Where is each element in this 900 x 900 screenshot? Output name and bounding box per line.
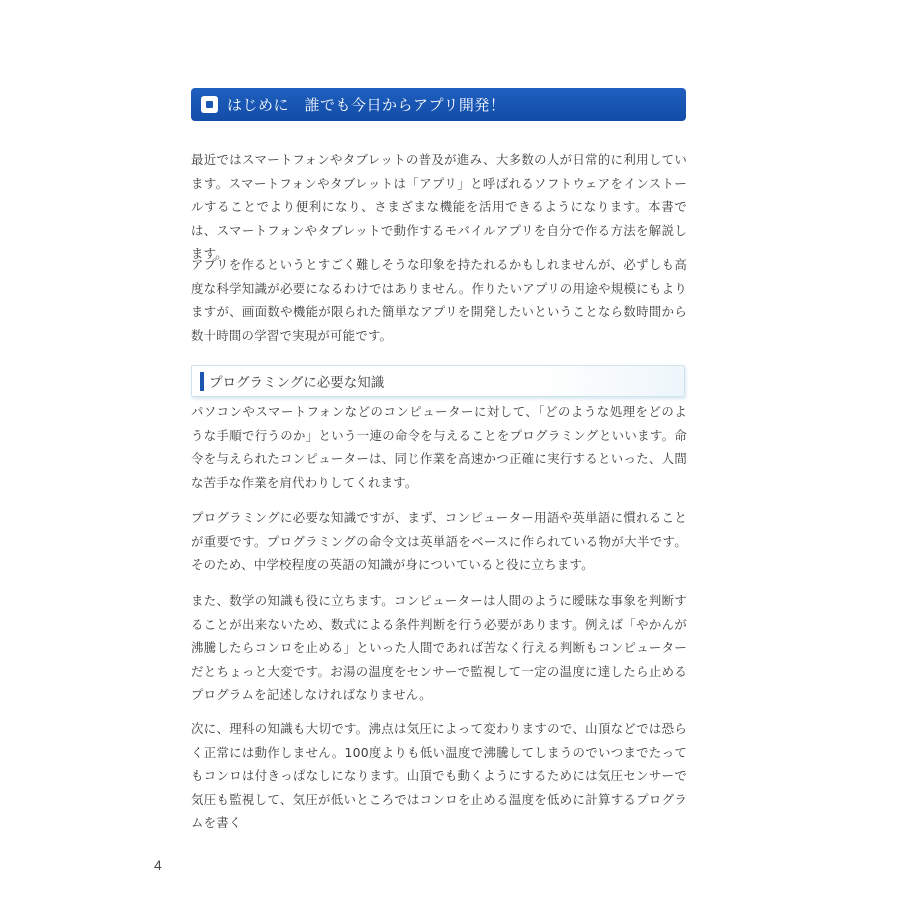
chapter-header [191, 88, 686, 121]
section-paragraph-1: パソコンやスマートフォンなどのコンピューターに対して、「どのような処理をどのような手順で行うのか」という一連の命令を与えることをプログラミングといいます。命令を与えられたコンピューターは、同じ作業を高速かつ正確に実行するといった、人間な苦手な作業を肩代わりしてくれます。 [191, 404, 687, 490]
section-title: プログラミングに必要な知識 [209, 375, 385, 391]
intro-paragraph-1: 最近ではスマートフォンやタブレットの普及が進み、大多数の人が日常的に利用しています。スマートフォンやタブレットは「アプリ」と呼ばれるソフトウェアをインストールすることでより便利になり、さまざまな機能を活用できるようになります。本書では、スマートフォンやタブレットで動作するモバイルアプリを自分で作る方法を解説します。 [191, 152, 687, 261]
section-heading [191, 365, 685, 397]
chapter-title: はじめに 誰でも今日からアプリ開発！ [227, 96, 506, 114]
section-paragraph-3: また、数学の知識も役に立ちます。コンピューターは人間のように曖昧な事象を判断することが出来ないため、数式による条件判断を行う必要があります。例えば「やかんが沸騰したらコンロを止める」といった人間であれば苦なく行える判断もコンピューターだとちょっと大変です。お湯の温度をセンサーで監視して一定の温度に達したら止めるプログラムを記述しなければなりません。 [191, 593, 687, 702]
intro-paragraph-2: アプリを作るというとすごく難しそうな印象を持たれるかもしれませんが、必ずしも高度な科学知識が必要になるわけではありません。作りたいアプリの用途や規模にもよりますが、画面数や機能が限られた簡単なアプリを開発したいということなら数時間から数十時間の学習で実現が可能です。 [191, 257, 687, 343]
chapter-square-icon [201, 96, 218, 113]
page-number: 4 [154, 857, 162, 873]
section-paragraph-4: 次に、理科の知識も大切です。沸点は気圧によって変わりますので、山頂などでは恐らく正常には動作しません。100度よりも低い温度で沸騰してしまうのでいつまでたってもコンロは付きっぱなしになります。山頂でも動くようにするためには気圧センサーで気圧も監視して、気圧が低いところではコンロを止める温度を低めに計算するプログラムを書く [191, 721, 687, 830]
section-bar-icon [200, 372, 204, 391]
section-paragraph-2: プログラミングに必要な知識ですが、まず、コンピューター用語や英単語に慣れることが重要です。プログラミングの命令文は英単語をベースに作られている物が大半です。そのため、中学校程度の英語の知識が身についていると役に立ちます。 [191, 510, 687, 572]
